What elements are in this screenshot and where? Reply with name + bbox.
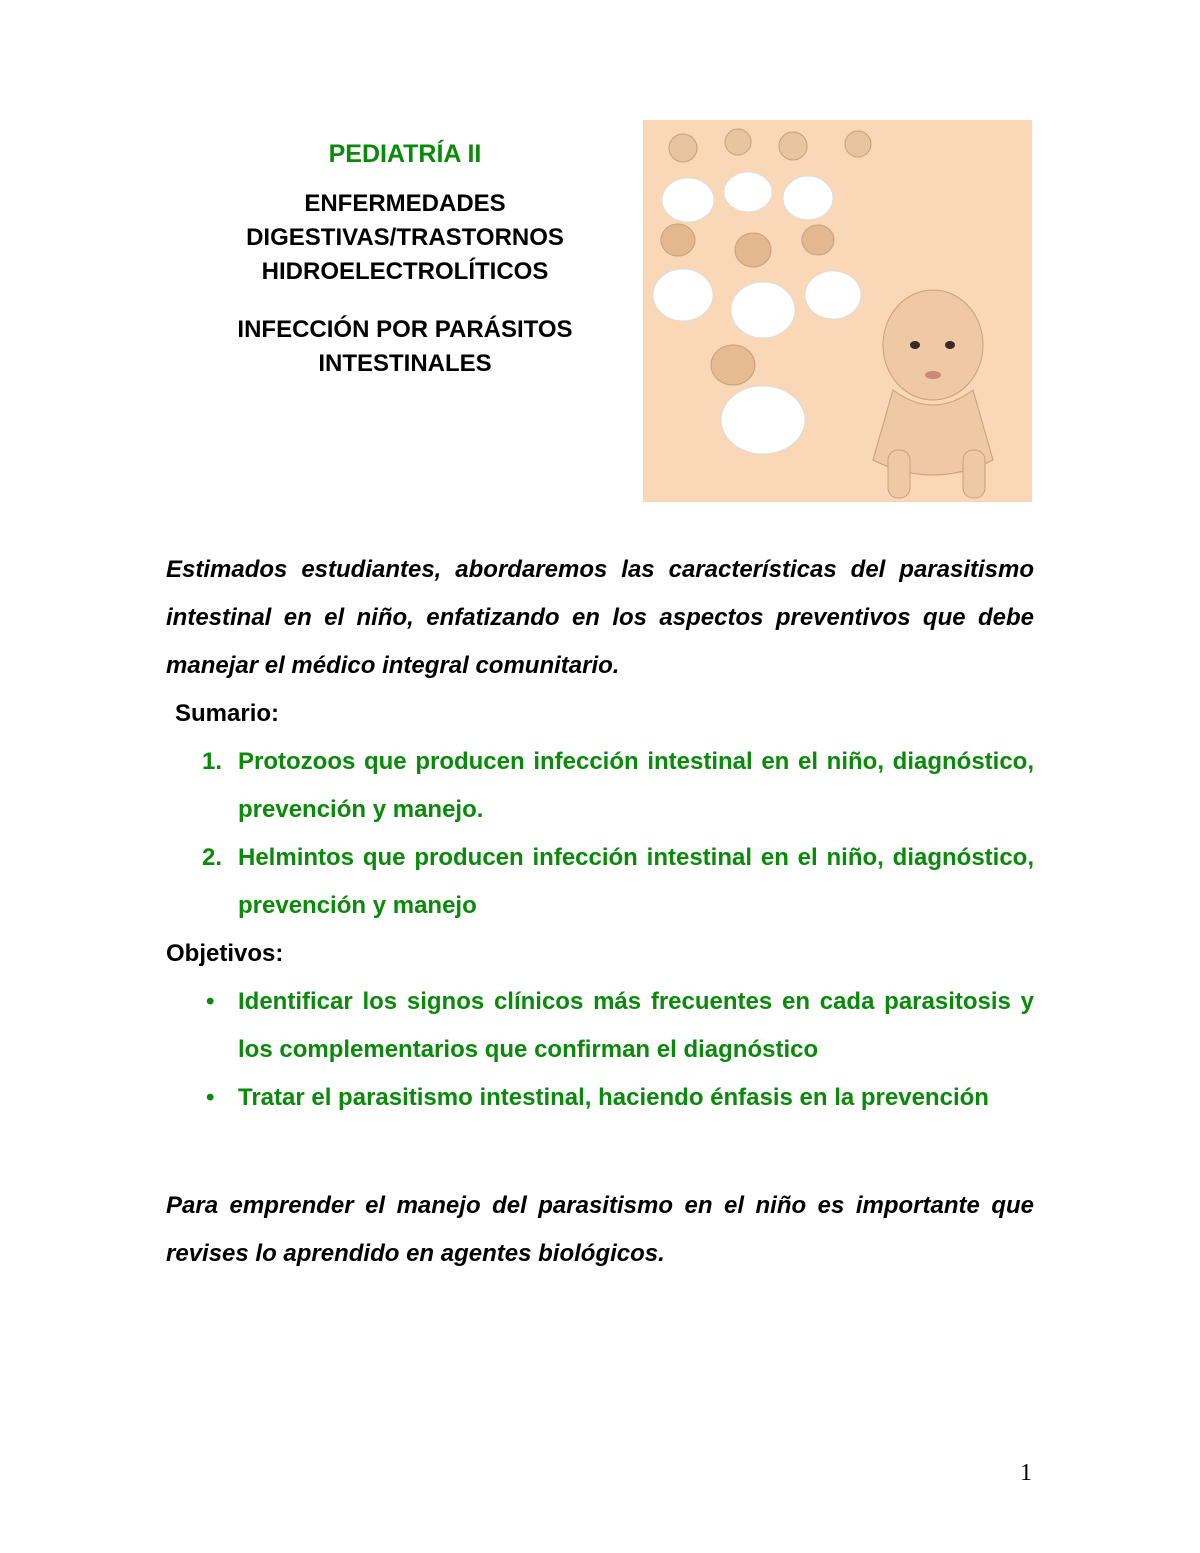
sumario-item-text: Protozoos que producen infección intestinal en el niño, diagnóstico, prevención y manejo. xyxy=(238,748,1034,823)
sumario-list xyxy=(166,738,1034,930)
objetivos-item-text: Tratar el parasitismo intestinal, haciendo énfasis en la prevención xyxy=(238,1084,989,1111)
topic-line-3: HIDROELECTROLÍTICOS xyxy=(261,258,549,285)
sumario-item-text: Helmintos que producen infección intestinal en el niño, diagnóstico, prevención y manejo xyxy=(238,844,1034,919)
closing-paragraph: Para emprender el manejo del parasitismo en el niño es importante que revises lo aprendido en agentes biológicos. xyxy=(166,1192,1034,1267)
sumario-item-number: 2. xyxy=(202,844,223,871)
babies-illustration xyxy=(643,120,1032,502)
subtopic-line-1: INFECCIÓN POR PARÁSITOS xyxy=(237,316,573,343)
objetivos-list xyxy=(166,978,1034,1122)
page-number: 1 xyxy=(1020,1460,1032,1486)
title-block xyxy=(160,140,650,381)
objetivos-item xyxy=(166,978,1034,1074)
topic-line-2: DIGESTIVAS/TRASTORNOS xyxy=(246,224,564,251)
bullet-icon: • xyxy=(206,988,215,1015)
sumario-item xyxy=(166,834,1034,930)
sumario-heading: Sumario: xyxy=(175,700,280,727)
sumario-item xyxy=(166,738,1034,834)
intro-paragraph: Estimados estudiantes, abordaremos las características del parasitismo intestinal en el niño, enfatizando en los aspectos preventivos que debe manejar el médico integral comunitario. xyxy=(166,556,1034,679)
objetivos-item-text: Identificar los signos clínicos más frecuentes en cada parasitosis y los complementarios que confirman el diagnóstico xyxy=(238,988,1034,1063)
main-content xyxy=(166,546,1034,1278)
objetivos-item xyxy=(166,1074,1034,1122)
babies-photo xyxy=(643,120,1032,502)
sumario-item-number: 1. xyxy=(202,748,223,775)
topic-line-1: ENFERMEDADES xyxy=(304,190,506,217)
subtopic-line-2: INTESTINALES xyxy=(318,350,492,377)
course-title: PEDIATRÍA II xyxy=(328,140,482,168)
objetivos-heading: Objetivos: xyxy=(166,940,284,967)
bullet-icon: • xyxy=(206,1084,215,1111)
